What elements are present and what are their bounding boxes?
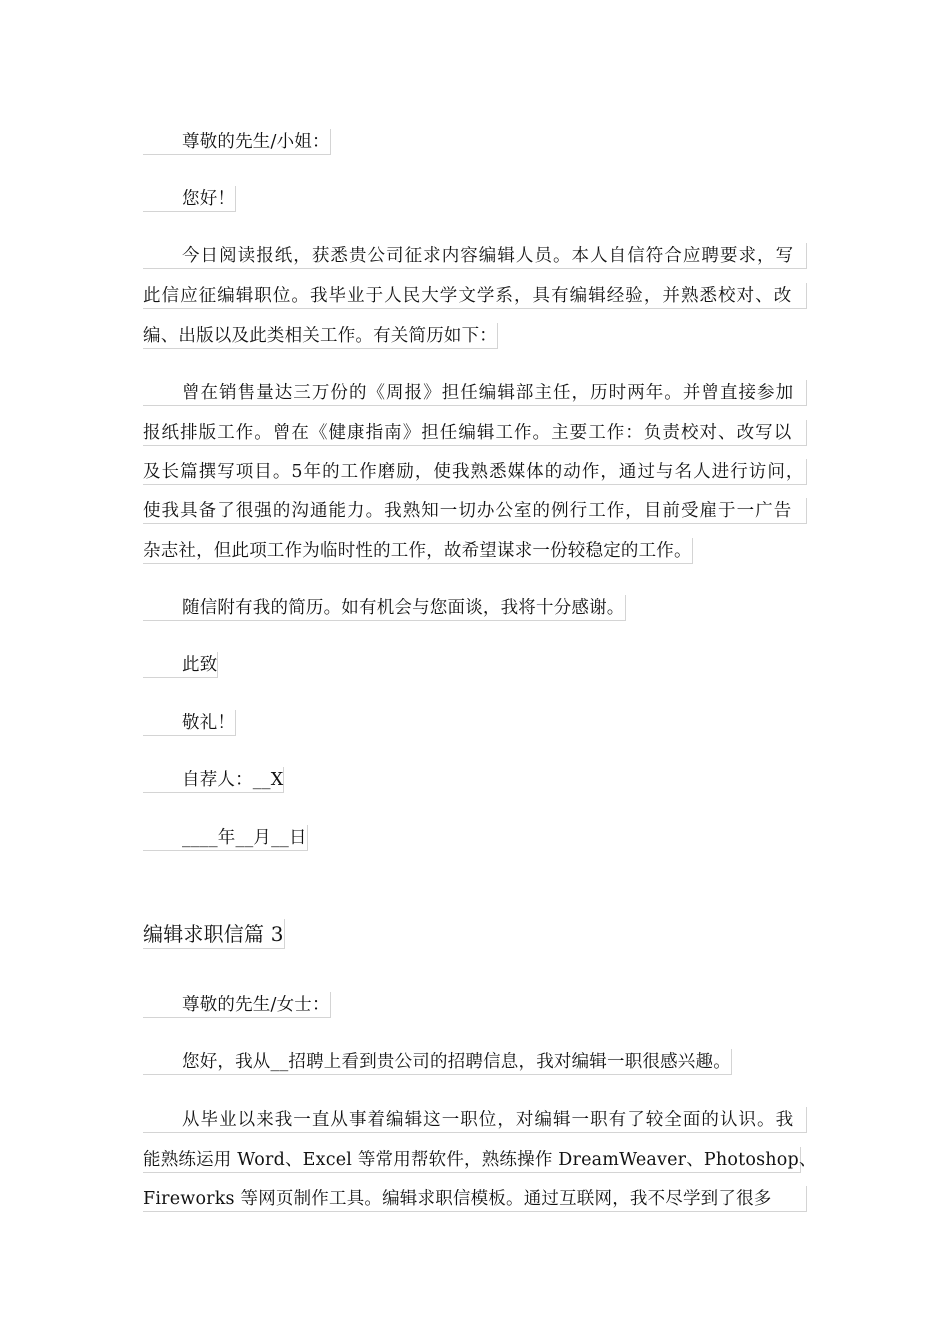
paragraph-line: 从毕业以来我一直从事着编辑这一职位，对编辑一职有了较全面的认识。我 [143, 1107, 807, 1133]
paragraph-line: 此信应征编辑职位。我毕业于人民大学文学系，具有编辑经验，并熟悉校对、改 [143, 283, 807, 309]
salutation-line: 尊敬的先生/小姐： [143, 129, 331, 155]
paragraph-line: 报纸排版工作。曾在《健康指南》担任编辑工作。主要工作：负责校对、改写以 [143, 420, 807, 446]
greeting-line: 您好，我从__招聘上看到贵公司的招聘信息，我对编辑一职很感兴趣。 [143, 1049, 732, 1075]
paragraph-line: 使我具备了很强的沟通能力。我熟知一切办公室的例行工作，目前受雇于一广告 [143, 498, 807, 524]
closing-line: 此致 [143, 652, 218, 678]
salutation-line: 尊敬的先生/女士： [143, 992, 331, 1018]
paragraph-line: 曾在销售量达三万份的《周报》担任编辑部主任，历时两年。并曾直接参加 [143, 380, 807, 406]
greeting-line: 您好！ [143, 186, 236, 212]
date-line: ____年__月__日 [143, 825, 308, 851]
paragraph-line: 编、出版以及此类相关工作。有关简历如下： [143, 323, 498, 349]
paragraph-line: 杂志社，但此项工作为临时性的工作，故希望谋求一份较稳定的工作。 [143, 538, 693, 564]
paragraph-line: 能熟练运用 Word、Excel 等常用帮软件，熟练操作 DreamWeaver、Photoshop、 [143, 1147, 801, 1173]
paragraph-line: Fireworks 等网页制作工具。编辑求职信模板。通过互联网，我不尽学到了很多 [143, 1186, 807, 1212]
closing-line: 敬礼！ [143, 710, 236, 736]
paragraph-line: 随信附有我的简历。如有机会与您面谈，我将十分感谢。 [143, 595, 626, 621]
paragraph-line: 今日阅读报纸，获悉贵公司征求内容编辑人员。本人自信符合应聘要求，写 [143, 243, 807, 269]
section-title: 编辑求职信篇 3 [143, 919, 285, 949]
paragraph-line: 及长篇撰写项目。5年的工作磨励，使我熟悉媒体的动作，通过与名人进行访问， [143, 459, 807, 485]
signature-line: 自荐人：__X [143, 767, 284, 793]
